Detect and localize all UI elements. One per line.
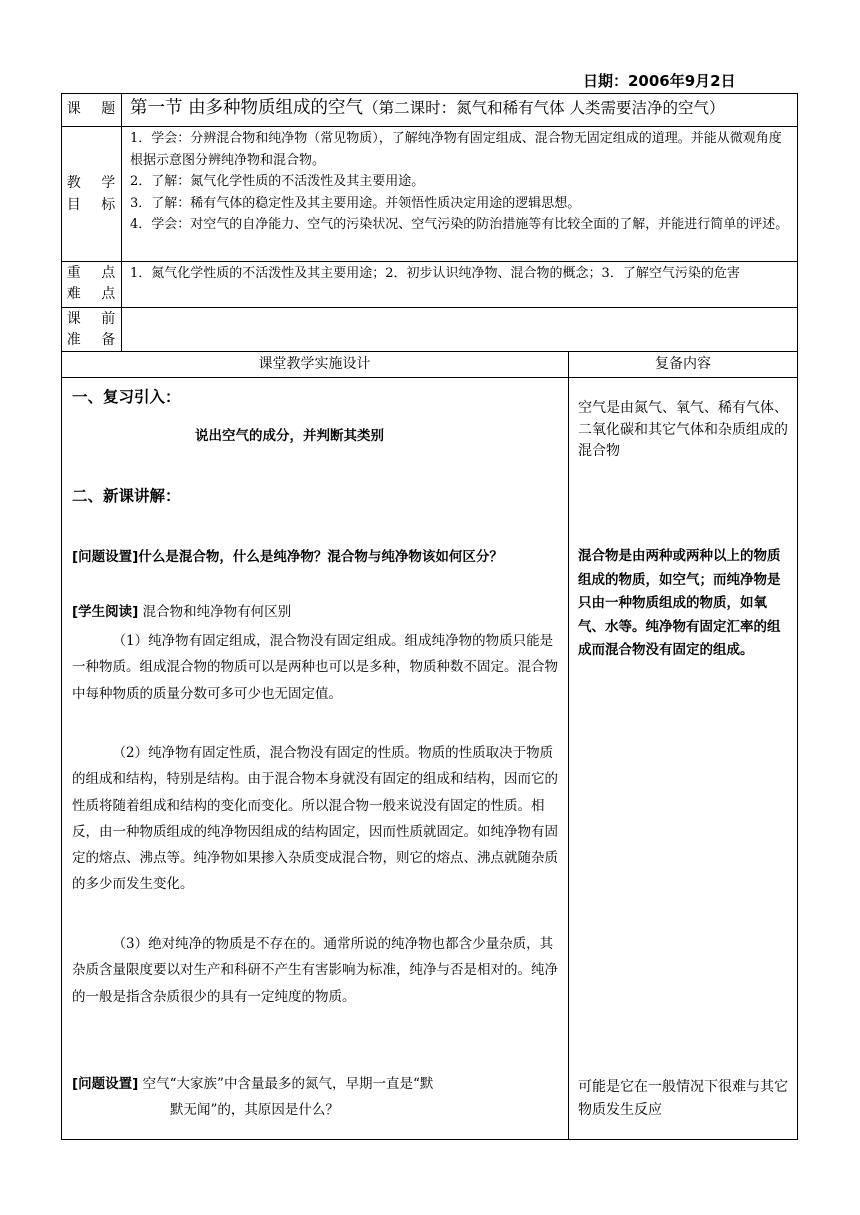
reading-block [72, 599, 562, 625]
goal-item: 4．学会：对空气的自净能力、空气的污染状况、空气污染的防治措施等有比较全面的了解，并能进行简单的评述。 [130, 217, 789, 232]
key-points-label-line: 难 点 [66, 286, 124, 302]
question-text: 默无闻”的，其原因是什么？ [170, 1102, 339, 1119]
question-text: 什么是混合物，什么是纯净物？混合物与纯净物该如何区分？ [138, 549, 503, 565]
new-lesson-heading: 二、新课讲解： [72, 487, 181, 505]
preparation-label-line: 准 备 [66, 332, 124, 348]
question-tag: [问题设置] [72, 1076, 139, 1092]
reading-paragraph-3: （3）绝对纯净的物质是不存在的。通常所说的纯净物也都含少量杂质，其杂质含量限度要以对生产和科研不产生有害影响为标准，纯净与否是相对的。纯净的一般是指含杂质很少的具有一定纯度的物质。 [72, 936, 558, 1005]
row-divider [61, 261, 798, 262]
row-divider [61, 351, 798, 352]
key-points-label [61, 263, 129, 305]
goals-label [61, 172, 129, 216]
question-text: 空气“大家族”中含量最多的氮气，早期一直是“默 [142, 1076, 434, 1092]
reading-tag: [学生阅读] [72, 604, 139, 620]
goal-item: 1．学会：分辨混合物和纯净物（常见物质），了解纯净物有固定组成、混合物无固定组成的道理。并能从微观角度根据示意图分辨纯净物和混合物。 [130, 131, 782, 168]
preparation-label-line: 课 前 [66, 311, 124, 327]
goal-item: 2．了解：氮气化学性质的不活泼性及其主要用途。 [130, 174, 425, 189]
notes-column-divider [568, 351, 569, 1140]
review-heading: 一、复习引入： [72, 388, 181, 406]
goals-label-line: 教 学 [66, 175, 124, 191]
teaching-goals [130, 128, 794, 236]
lesson-date: 日期：2006年9月2日 [583, 72, 736, 90]
question-line [72, 1071, 562, 1097]
row-divider [61, 377, 798, 378]
lesson-title-main: 第一节 由多种物质组成的空气 [130, 98, 364, 118]
question-block-2 [72, 1071, 562, 1124]
note-air-composition: 空气是由氮气、氧气、稀有气体、二氧化碳和其它气体和杂质组成的混合物 [578, 400, 788, 459]
row-divider [61, 307, 798, 308]
topic-label: 课 题 [66, 101, 124, 117]
question-line [72, 1097, 562, 1123]
row-divider [61, 126, 798, 127]
key-points-text: 1．氮气化学性质的不活泼性及其主要用途；2．初步认识纯净物、混合物的概念；3．了解空气污染的危害 [130, 266, 740, 281]
question-tag: [问题设置] [72, 549, 139, 565]
note-mixture-definition: 混合物是由两种或两种以上的物质组成的物质，如空气；而纯净物是只由一种物质组成的物质，如氧气、水等。纯净物有固定汇率的组成而混合物没有固定的组成。 [578, 548, 781, 658]
goals-label-line: 目 标 [66, 197, 124, 213]
reading-text: 混合物和纯净物有何区别 [142, 604, 292, 620]
reading-paragraph-1: （1）纯净物有固定组成，混合物没有固定组成。组成纯净物的物质只能是一种物质。组成混合物的物质可以是两种也可以是多种，物质种数不固定。混合物中每种物质的质量分数可多可少也无固定值。 [72, 633, 558, 702]
reading-paragraph-2: （2）纯净物有固定性质，混合物没有固定的性质。物质的性质取决于物质的组成和结构，特别是结构。由于混合物本身就没有固定的组成和结构，因而它的性质将随着组成和结构的变化而变化。所以混合物一般来说没有固定的性质。相反，由一种物质组成的纯净物因组成的结构固定，因而性质就固定。如纯净物有固定的熔点、沸点等。纯净物如果掺入杂质变成混合物，则它的熔点、沸点就随杂质的多少而发生变化。 [72, 745, 558, 893]
design-column-header: 课堂教学实施设计 [258, 356, 371, 372]
note-nitrogen-inertness: 可能是它在一般情况下很难与其它物质发生反应 [578, 1079, 788, 1118]
lesson-title [130, 96, 795, 120]
preparation-label [61, 309, 129, 351]
question-block-1 [72, 544, 562, 570]
goal-item: 3．了解：稀有气体的稳定性及其主要用途。并领悟性质决定用途的逻辑思想。 [130, 195, 581, 211]
review-question: 说出空气的成分，并判断其类别 [195, 428, 384, 444]
lesson-title-sub: （第二课时：氮气和稀有气体 人类需要洁净的空气） [363, 99, 725, 117]
key-points-label-line: 重 点 [66, 265, 124, 281]
notes-column-header: 复备内容 [655, 356, 711, 372]
